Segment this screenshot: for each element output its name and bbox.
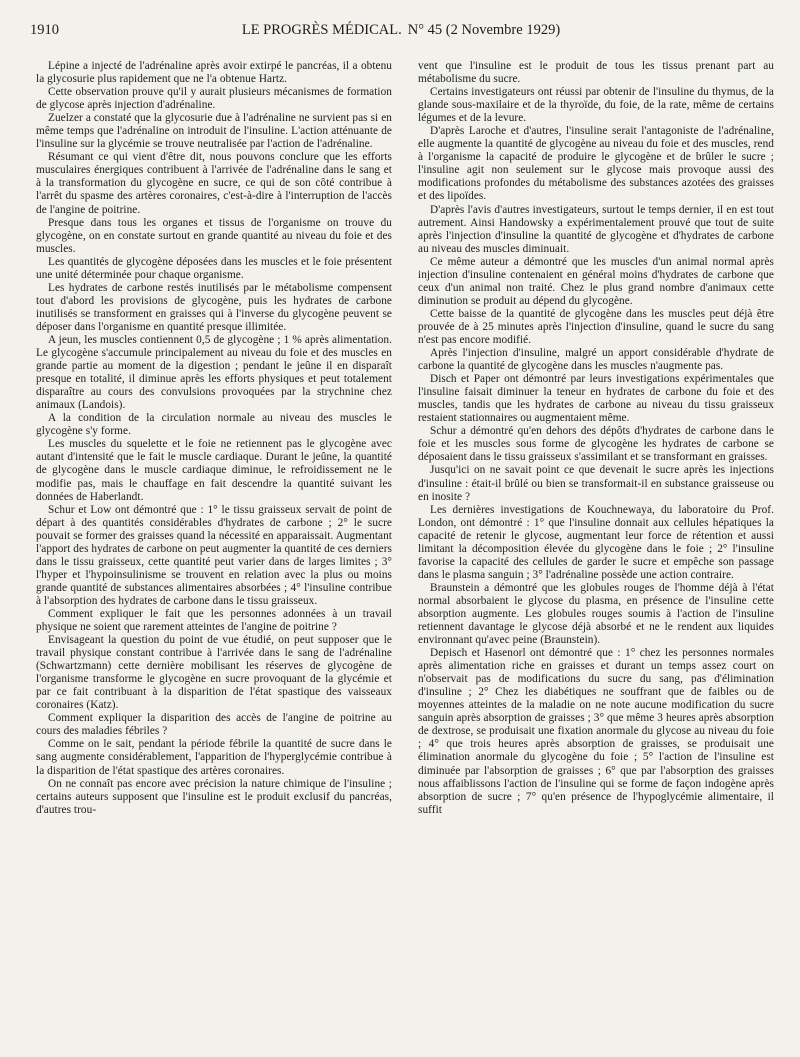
- paragraph: Schur et Low ont démontré que : 1° le tissu graisseux servait de point de départ à des quantités considérables d'hydrates de carbone ; 2° le sucre pouvait se former des graisses quand la nécessité en apparaissait. Augmentant l'apport des hydrates de carbone on peut augmenter la quantité de ces derniers dans le tissu graisseux, cette quantité peut varier dans de larges limites ; 3° l'hyper et l'hypoinsulinisme se trouvent en relation avec la plus ou moins grande quantité de substances alimentaires absorbées ; 4° l'insuline contribue à l'absorption des hydrates de carbone dans le tissu graisseux.: [36, 503, 392, 607]
- paragraph: Cette baisse de la quantité de glycogène dans les muscles peut déjà être prouvée de à 25 minutes après l'injection d'insuline, quand le sucre du sang n'est pas encore modifié.: [418, 307, 774, 346]
- paragraph: Disch et Paper ont démontré par leurs investigations expérimentales que l'insuline faisait diminuer la teneur en hydrates de carbone du foie et des muscles, tandis que les hydrates de carbone au niveau du tissu graisseux restaient stationnaires ou augmentaient même.: [418, 373, 774, 425]
- paragraph: Certains investigateurs ont réussi par obtenir de l'insuline du thymus, de la glande sous-maxilaire et de la thyroïde, du foie, de la rate, même de certains légumes et de la levure.: [418, 86, 774, 125]
- paragraph: D'après Laroche et d'autres, l'insuline serait l'antagoniste de l'adrénaline, elle augmente la quantité de glycogène au niveau du foie et des muscles, rend à l'organisme la capacité de produire le glycogène et de brûler le sucre ; l'insuline agit non seulement sur le glycose mais provoque aussi des modifications profondes du métabolisme des substances azotées des graisses et des lipoïdes.: [418, 125, 774, 203]
- paragraph: Jusqu'ici on ne savait point ce que devenait le sucre après les injections d'insuline : était-il brûlé ou bien se transformait-il en substance graisseuse ou en inosite ?: [418, 464, 774, 503]
- paragraph: Comment expliquer le fait que les personnes adonnées à un travail physique ne soient que rarement atteintes de l'angine de poitrine ?: [36, 607, 392, 634]
- paragraph: Depisch et Hasenorl ont démontré que : 1° chez les personnes normales après alimentation riche en graisses et durant un temps assez court on n'observait pas de modifications du sucre du sang, pas d'élimination d'insuline ; 2° Chez les diabétiques ne souffrant que de faibles ou de moyennes atteintes de la maladie on ne note aucune modification du sucre sanguin après absorption de graisses ; 3° que même 3 heures après absorption de dextrose, se produisait une fixation anormale du glycose au niveau du foie ; 4° que trois heures après absorption de graisses, se produisait une élimination anormale du glycogène du foie ; 5° l'action de l'insuline est diminuée par l'absorption de graisses ; 6° que par l'absorption des graisses nous affaiblissons l'action de l'insuline qui se forme de façon indogène après absorption de sucre ; 7° qu'en présence de l'hypoglycémie alimentaire, il suffit: [418, 647, 774, 816]
- paragraph: Presque dans tous les organes et tissus de l'organisme on trouve du glycogène, on en constate surtout en grande quantité au niveau du foie et des muscles.: [36, 216, 392, 255]
- paragraph: Envisageant la question du point de vue étudié, on peut supposer que le travail physique constant contribue à l'arrivée dans le sang de l'adrénaline (Schwartzmann) cette dernière mobilisant les réserves de glycogène de l'organisme transforme le glycogène en sucre provoquant de la glycémie et par ce fait contribuant à la disparition de l'état spastique des vaisseaux coronaires (Katz).: [36, 634, 392, 712]
- issue-info: N° 45 (2 Novembre 1929): [407, 22, 561, 38]
- paragraph: A jeun, les muscles contiennent 0,5 de glycogène ; 1 % après alimentation. Le glycogène s'accumule principalement au niveau du foie et des muscles en grande partie au moment de la digestion ; pendant le jeûne il en disparaît presque en totalité, il diminue après les efforts physiques et peut totalement disparaître au cours des convulsions provoquées par la strychnine chez animaux (Landois).: [36, 333, 392, 412]
- paragraph: Les dernières investigations de Kouchnewaya, du laboratoire du Prof. London, ont démontré : 1° que l'insuline donnait aux cellules hépatiques la capacité de retenir le glycose, augmentant leur force de rétention et aussi limitant la décomposition élevée du glycogène dans le foie ; 2° l'insuline favorise la capacité des cellules de garder le sucre et empêche son passage dans le plasma sanguin ; 3° l'adrénaline possède une action contraire.: [418, 503, 774, 581]
- paragraph: D'après l'avis d'autres investigateurs, surtout le temps dernier, il en est tout autrement. Ainsi Handowsky a expérimentalement prouvé que tout de suite après l'injection d'insuline la quantité de glycogène et d'hydrates de carbone au niveau des muscles diminuait.: [418, 203, 774, 255]
- paragraph: Les muscles du squelette et le foie ne retiennent pas le glycogène avec autant d'intensité que le fait le muscle cardiaque. Durant le jeûne, la quantité de glycogène dans le muscle cardiaque diminue, le refroidissement ne le modifie pas, mais le chauffage en fait descendre la quantité suivant les données de Haberlandt.: [36, 438, 392, 503]
- paragraph: Lépine a injecté de l'adrénaline après avoir extirpé le pancréas, il a obtenu la glycosurie plus rapidement que ne l'a obtenue Hartz.: [36, 60, 392, 86]
- paragraph: Les hydrates de carbone restés inutilisés par le métabolisme compensent tout d'abord les provisions de glycogène, puis les hydrates de carbone inutilisés se transforment en graisses qui à l'inverse du glycogène peuvent se déposer dans l'organisme en quantité presque illimitée.: [36, 281, 392, 333]
- paragraph: Braunstein a démontré que les globules rouges de l'homme déjà à l'état normal absorbaient le glycose du plasma, en présence de l'insuline cette absorption augmente. Les globules rouges soumis à l'action de l'insuline retiennent davantage le glycose déjà absorbé et ne le rendent aux liquides environnant qu'avec peine (Braunstein).: [418, 581, 774, 647]
- paragraph: Les quantités de glycogène déposées dans les muscles et le foie présentent une unité déterminée pour chaque organisme.: [36, 255, 392, 281]
- paragraph: Résumant ce qui vient d'être dit, nous pouvons conclure que les efforts musculaires énergiques contribuent à l'arrivée de l'adrénaline dans le sang et à la transformation du glycogène en sucre, ce qui de son côté contribue à l'arrêt du spasme des artères coronaires, c'est-à-dire à l'interruption de l'accès de l'angine de poitrine.: [36, 151, 392, 216]
- running-header: [30, 22, 772, 44]
- paragraph: Cette observation prouve qu'il y aurait plusieurs mécanismes de formation de glycose après injection d'adrénaline.: [36, 86, 392, 112]
- left-column: [36, 60, 392, 1043]
- paragraph: vent que l'insuline est le produit de tous les tissus prenant part au métabolisme du sucre.: [418, 60, 774, 86]
- journal-title: LE PROGRÈS MÉDICAL.: [241, 22, 402, 38]
- article-body: [36, 60, 774, 1043]
- right-column: [418, 60, 774, 1043]
- page-number: 1910: [30, 22, 59, 38]
- paragraph: Après l'injection d'insuline, malgré un apport considérable d'hydrate de carbone la quantité de glycogène dans les muscles n'augmente pas.: [418, 347, 774, 373]
- paragraph: Zuelzer a constaté que la glycosurie due à l'adrénaline ne survient pas si en même temps que l'adrénaline on introduit de l'insuline. L'action atténuante de l'insuline sur la glycémie se trouve neutralisée par l'action de l'adrénaline.: [36, 112, 392, 151]
- paragraph: A la condition de la circulation normale au niveau des muscles le glycogène s'y forme.: [36, 412, 392, 438]
- paragraph: Comme on le sait, pendant la période fébrile la quantité de sucre dans le sang augmente considérablement, l'apparition de l'hyperglycémie contribue à la disparition de l'état spastique des artères coronaires.: [36, 738, 392, 777]
- paragraph: Schur a démontré qu'en dehors des dépôts d'hydrates de carbone dans le foie et les muscles sous forme de glycogène les hydrates de carbone se déposaient dans le tissu graisseux s'assimilant et se transformant en graisses.: [418, 425, 774, 464]
- header-center: [100, 22, 702, 39]
- paragraph: Ce même auteur a démontré que les muscles d'un animal normal après injection d'insuline contenaient en général moins d'hydrates de carbone que ceux d'un animal non traité. Chez le plus grand nombre d'animaux cette diminution se produit au dépend du glycogène.: [418, 255, 774, 307]
- paragraph: Comment expliquer la disparition des accès de l'angine de poitrine au cours des maladies fébriles ?: [36, 712, 392, 738]
- paragraph: On ne connaît pas encore avec précision la nature chimique de l'insuline ; certains auteurs supposent que l'insuline est le produit exclusif du pancréas, d'autres trou-: [36, 777, 392, 816]
